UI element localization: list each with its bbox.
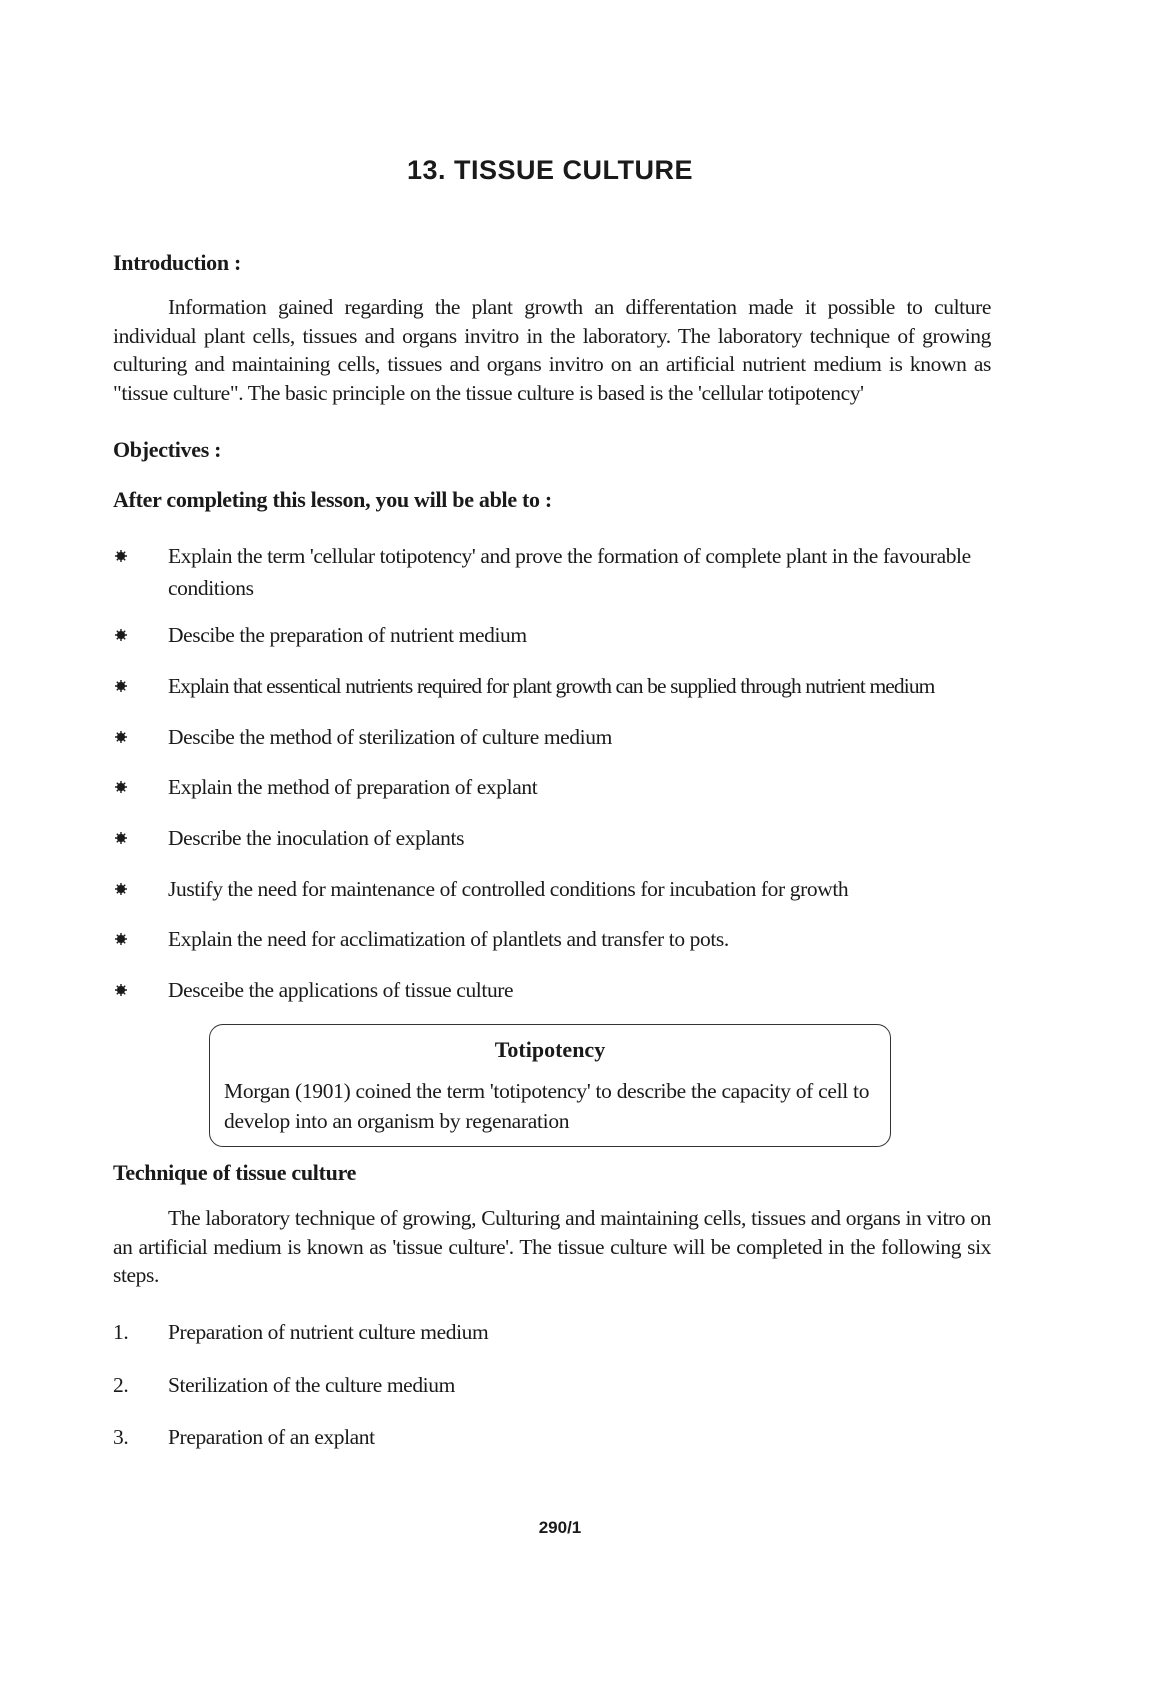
objective-text: Explain that essentical nutrients required for plant growth can be supplied through nutrient medium	[168, 674, 935, 698]
step-text: Sterilization of the culture medium	[168, 1373, 455, 1397]
objectives-subheading: After completing this lesson, you will be able to :	[113, 487, 552, 512]
objective-text: Describe the inoculation of explants	[168, 826, 465, 850]
introduction-text: Information gained regarding the plant growth an differentation made it possible to culture individual plant cells, tissues and organs invitro in the laboratory. The laboratory technique of growing culturing and maintaining cells, tissues and organs invitro on an artificial nutrient medium is known as "tissue culture". The basic principle on the tissue culture is based is the 'cellular totipotency'	[113, 295, 991, 405]
technique-paragraph	[113, 1204, 991, 1290]
star-bullet-icon	[115, 933, 127, 945]
technique-text: The laboratory technique of growing, Culturing and maintaining cells, tissues and organs in vitro on an artificial medium is known as 'tissue culture'. The tissue culture will be completed in the following six steps.	[113, 1206, 991, 1287]
introduction-heading: Introduction :	[113, 250, 242, 275]
step-number: 1.	[113, 1320, 129, 1344]
star-bullet-icon	[115, 984, 127, 996]
objective-text: Explain the term 'cellular totipotency' and prove the formation of complete plant in the favourable conditions	[168, 544, 971, 600]
objective-text: Explain the method of preparation of explant	[168, 775, 538, 799]
step-number: 3.	[113, 1425, 129, 1449]
star-bullet-icon	[115, 550, 127, 562]
page-title: 13. TISSUE CULTURE	[406, 155, 694, 185]
objective-text: Explain the need for acclimatization of plantlets and transfer to pots.	[168, 927, 729, 951]
star-bullet-icon	[115, 680, 127, 692]
objectives-heading: Objectives :	[113, 437, 222, 462]
star-bullet-icon	[115, 883, 127, 895]
objective-text: Descibe the method of sterilization of culture medium	[168, 725, 612, 749]
objective-text: Justify the need for maintenance of controlled conditions for incubation for growth	[168, 877, 849, 901]
star-bullet-icon	[115, 731, 127, 743]
objective-text: Descibe the preparation of nutrient medium	[168, 623, 527, 647]
star-bullet-icon	[115, 781, 127, 793]
totipotency-box-body: Morgan (1901) coined the term 'totipotency' to describe the capacity of cell to develop into an organism by regenaration	[224, 1079, 870, 1133]
page-number: 290/1	[538, 1518, 582, 1537]
introduction-paragraph	[113, 293, 991, 407]
star-bullet-icon	[115, 629, 127, 641]
star-bullet-icon	[115, 832, 127, 844]
step-text: Preparation of nutrient culture medium	[168, 1320, 489, 1344]
totipotency-box-title: Totipotency	[494, 1037, 606, 1062]
technique-heading: Technique of tissue culture	[113, 1160, 357, 1185]
step-number: 2.	[113, 1373, 129, 1397]
objective-text: Desceibe the applications of tissue culture	[168, 978, 514, 1002]
step-text: Preparation of an explant	[168, 1425, 375, 1449]
totipotency-box	[209, 1024, 891, 1147]
